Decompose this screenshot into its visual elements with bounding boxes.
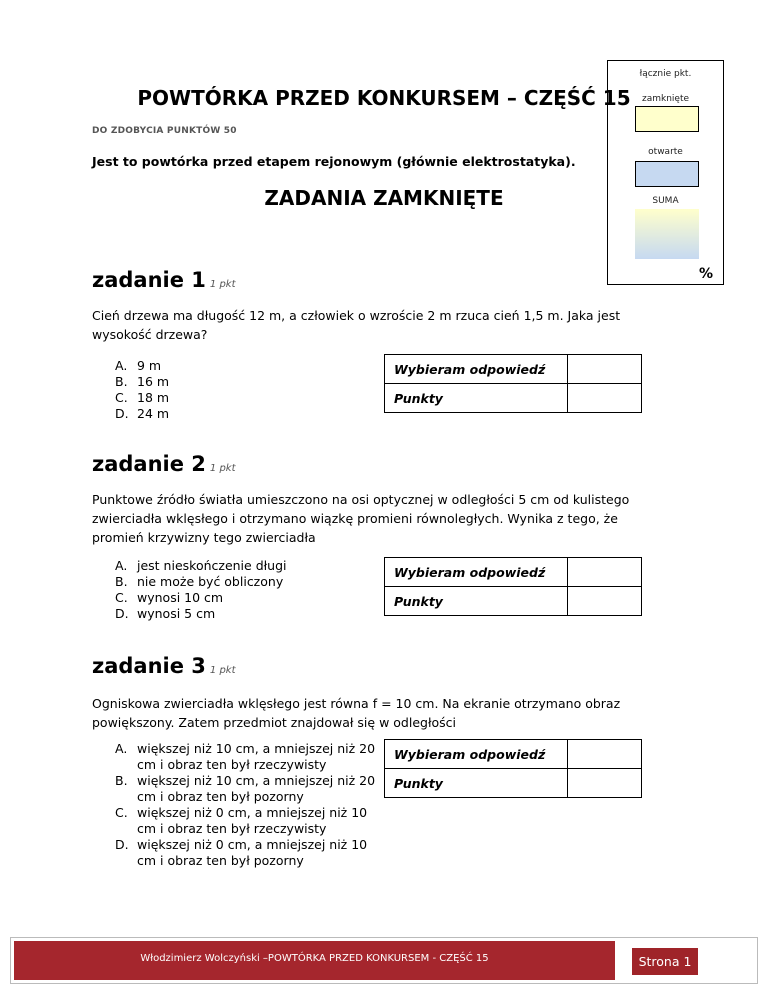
footer-bar [14,941,615,980]
task-2-options [115,558,287,622]
option-text: większej niż 0 cm, a mniejszej niż 10 cm i obraz ten był rzeczywisty [137,805,368,836]
option-text: 9 m [137,358,162,373]
task-1-title: zadanie 1 [92,268,206,292]
points-label: Punkty [385,769,568,798]
task-3-points-cell[interactable] [568,769,642,798]
option-a [115,558,287,574]
option-letter: D. [115,406,129,421]
option-text: wynosi 5 cm [137,606,216,621]
option-text: nie może być obliczony [137,574,284,589]
task-1-points-cell[interactable] [568,384,642,413]
task-1-heading [92,268,236,292]
option-letter: B. [115,574,128,589]
option-a [115,358,169,374]
task-2-points-cell[interactable] [568,587,642,616]
option-text: 18 m [137,390,170,405]
option-text: jest nieskończenie długi [137,558,287,573]
choose-answer-label: Wybieram odpowiedź [385,740,568,769]
page-number: Strona 1 [632,948,698,975]
option-a [115,741,385,773]
task-3-question: Ogniskowa zwierciadła wklęsłego jest równa f = 10 cm. Na ekranie otrzymano obraz powiększony. Zatem przedmiot znajdował się w odległości [92,696,621,730]
task-2-title: zadanie 2 [92,452,206,476]
closed-points-field[interactable] [635,106,699,132]
option-c [115,805,385,837]
option-c [115,590,287,606]
option-d [115,606,287,622]
option-b [115,374,169,390]
option-d [115,406,169,422]
task-3-title: zadanie 3 [92,654,206,678]
choose-answer-label: Wybieram odpowiedź [385,558,568,587]
task-3-answer-table [384,739,642,798]
option-text: wynosi 10 cm [137,590,224,605]
option-letter: B. [115,374,128,389]
task-2-answer-cell[interactable] [568,558,642,587]
percent-sign: % [698,266,713,282]
open-points-field[interactable] [635,161,699,187]
option-text: większej niż 10 cm, a mniejszej niż 20 cm i obraz ten był rzeczywisty [137,741,376,772]
task-3-points: 1 pkt [209,665,236,676]
closed-points-label: zamknięte [641,94,690,104]
points-available: DO ZDOBYCIA PUNKTÓW 50 [92,126,237,136]
option-text: 24 m [137,406,170,421]
option-text: większej niż 0 cm, a mniejszej niż 10 cm i obraz ten był pozorny [137,837,368,868]
option-letter: A. [115,358,128,373]
option-d [115,837,385,869]
task-1-options [115,358,169,422]
task-1-question: Cień drzewa ma długość 12 m, a człowiek o wzroście 2 m rzuca cień 1,5 m. Jaka jest wysokość drzewa? [92,308,621,342]
option-letter: A. [115,558,128,573]
open-points-label: otwarte [648,147,683,157]
option-letter: C. [115,590,128,605]
option-b [115,574,287,590]
task-3-answer-cell[interactable] [568,740,642,769]
points-label: Punkty [385,587,568,616]
intro-text: Jest to powtórka przed etapem rejonowym (głównie elektrostatyka). [92,154,576,169]
option-letter: C. [115,390,128,405]
task-3-heading [92,654,236,678]
page-footer [10,937,758,984]
task-3-options [115,741,385,869]
option-b [115,773,385,805]
option-c [115,390,169,406]
sum-field[interactable] [635,209,699,259]
footer-author-text: Włodzimierz Wolczyński –POWTÓRKA PRZED KONKURSEM - CZĘŚĆ 15 [140,953,489,964]
option-letter: A. [115,741,128,756]
task-1-answer-table [384,354,642,413]
task-1-answer-cell[interactable] [568,355,642,384]
task-1-points: 1 pkt [209,279,236,290]
points-label: Punkty [385,384,568,413]
task-2-points: 1 pkt [209,463,236,474]
option-letter: B. [115,773,128,788]
option-letter: D. [115,606,129,621]
option-text: większej niż 10 cm, a mniejszej niż 20 cm i obraz ten był pozorny [137,773,376,804]
option-text: 16 m [137,374,170,389]
score-box [607,60,724,285]
sum-label: SUMA [652,196,679,206]
task-2-question: Punktowe źródło światła umieszczono na osi optycznej w odległości 5 cm od kulistego zwierciadła wklęsłego i otrzymano wiązkę promieni równoległych. Wynika z tego, że promień krzywizny tego zwierciadła [92,492,630,545]
option-letter: D. [115,837,129,852]
page-title: POWTÓRKA PRZED KONKURSEM – CZĘŚĆ 15 [137,86,631,110]
section-heading: ZADANIA ZAMKNIĘTE [264,186,504,210]
task-2-heading [92,452,236,476]
choose-answer-label: Wybieram odpowiedź [385,355,568,384]
task-2-answer-table [384,557,642,616]
total-points-label: łącznie pkt. [639,69,692,79]
option-letter: C. [115,805,128,820]
